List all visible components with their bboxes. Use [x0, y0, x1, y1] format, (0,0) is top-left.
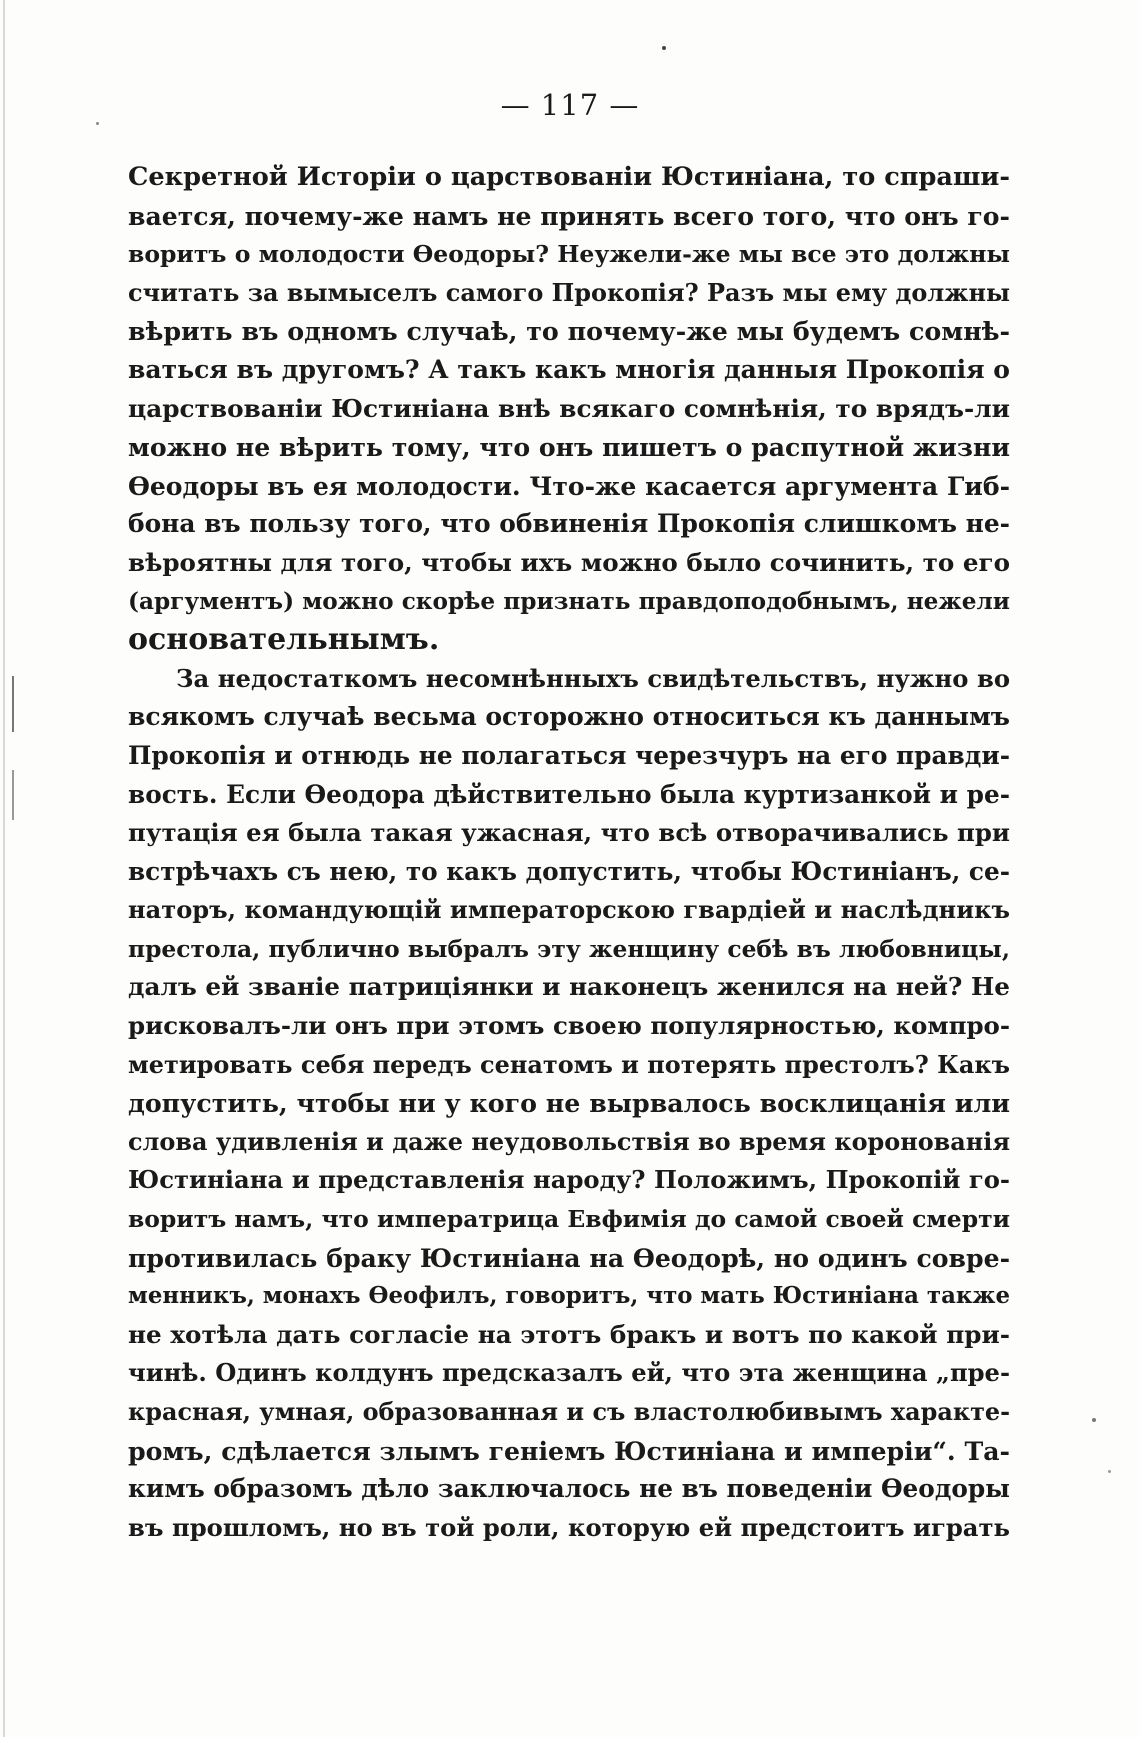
scan-edge — [3, 0, 5, 1737]
ink-speck — [1092, 1418, 1096, 1422]
text-line: всякомъ случаѣ весьма осторожно относиться къ даннымъ — [128, 702, 1010, 732]
text-line: метировать себя передъ сенатомъ и потерять престолъ? Какъ — [128, 1050, 1011, 1079]
text-line: вость. Если Ѳеодора дѣйствительно была куртизанкой и ре- — [128, 779, 1010, 809]
text-line: кимъ образомъ дѣло заключалось не въ поведеніи Ѳеодоры — [128, 1474, 1010, 1504]
text-line: бона въ пользу того, что обвиненія Прокопія слишкомъ не- — [128, 509, 1010, 539]
margin-mark — [12, 676, 14, 732]
page-number: — 117 — — [500, 88, 640, 122]
text-line: ваться въ другомъ? А такъ какъ многія данныя Прокопія о — [128, 354, 1010, 384]
text-line: наторъ, командующій императорскою гвардіей и наслѣдникъ — [128, 895, 1010, 925]
text-line: допустить, чтобы ни у кого не вырвалось восклицанія или — [128, 1088, 1010, 1119]
text-line: вѣроятны для того, чтобы ихъ можно было сочинить, то его — [128, 547, 1010, 577]
text-line: противилась браку Юстиніана на Ѳеодорѣ, но одинъ совре- — [128, 1242, 1010, 1273]
text-line: (аргументъ) можно скорѣе признать правдоподобнымъ, нежели — [128, 587, 1010, 615]
ink-speck — [96, 122, 99, 125]
text-line: далъ ей званіе патриціянки и наконецъ женился на ней? Не — [128, 972, 1010, 1002]
text-line: Прокопія и отнюдь не полагаться черезчуръ на его правди- — [128, 740, 1010, 770]
text-line: Ѳеодоры въ ея молодости. Что-же касается аргумента Гиб- — [128, 470, 1010, 501]
text-line: не хотѣла дать согласіе на этотъ бракъ и вотъ по какой при- — [128, 1319, 1010, 1349]
text-line: воритъ намъ, что императрица Евфимія до самой своей смерти — [128, 1205, 1010, 1234]
text-line: царствованіи Юстиніана внѣ всякаго сомнѣнія, то врядъ-ли — [128, 393, 1010, 423]
text-line: считать за вымыселъ самого Прокопія? Разъ мы ему должны — [128, 278, 1010, 307]
text-line: красная, умная, образованная и съ властолюбивымъ характе- — [128, 1398, 1010, 1426]
margin-mark — [12, 770, 14, 820]
text-line: чинѣ. Одинъ колдунъ предсказалъ ей, что эта женщина „пре- — [128, 1358, 1010, 1388]
text-line: рисковалъ-ли онъ при этомъ своею популярностью, компро- — [128, 1011, 1010, 1041]
text-line: можно не вѣрить тому, что онъ пишетъ о распутной жизни — [128, 432, 1010, 463]
text-line: вѣрить въ одномъ случаѣ, то почему-же мы будемъ сомнѣ- — [128, 316, 1010, 347]
text-line: За недостаткомъ несомнѣнныхъ свидѣтельствъ, нужно во — [176, 663, 1010, 693]
text-line: ромъ, сдѣлается злымъ геніемъ Юстиніана и имперіи“. Та- — [128, 1435, 1010, 1466]
text-line: менникъ, монахъ Ѳеофилъ, говоритъ, что мать Юстиніана также — [128, 1283, 1011, 1310]
text-line: путація ея была такая ужасная, что всѣ отворачивались при — [128, 818, 1010, 848]
text-line: въ прошломъ, но въ той роли, которую ей предстоитъ играть — [128, 1512, 1010, 1542]
text-line: воритъ о молодости Ѳеодоры? Неужели-же мы все это должны — [128, 240, 1010, 269]
text-line: слова удивленія и даже неудовольствія во время коронованія — [128, 1127, 1010, 1156]
body-text — [128, 158, 1010, 1547]
text-line: вается, почему-же намъ не принять всего того, что онъ го- — [128, 200, 1010, 231]
text-line: престола, публично выбралъ эту женщину себѣ въ любовницы, — [128, 934, 1010, 963]
text-line: основательнымъ. — [128, 622, 440, 658]
ink-speck — [662, 46, 666, 50]
text-line: Юстиніана и представленія народу? Положимъ, Прокопій го- — [128, 1165, 1010, 1195]
text-line: встрѣчахъ съ нею, то какъ допустить, чтобы Юстиніанъ, се- — [128, 856, 1010, 886]
ink-speck — [1108, 1470, 1111, 1473]
text-line: Секретной Исторіи о царствованіи Юстиніана, то спраши- — [128, 162, 1010, 192]
